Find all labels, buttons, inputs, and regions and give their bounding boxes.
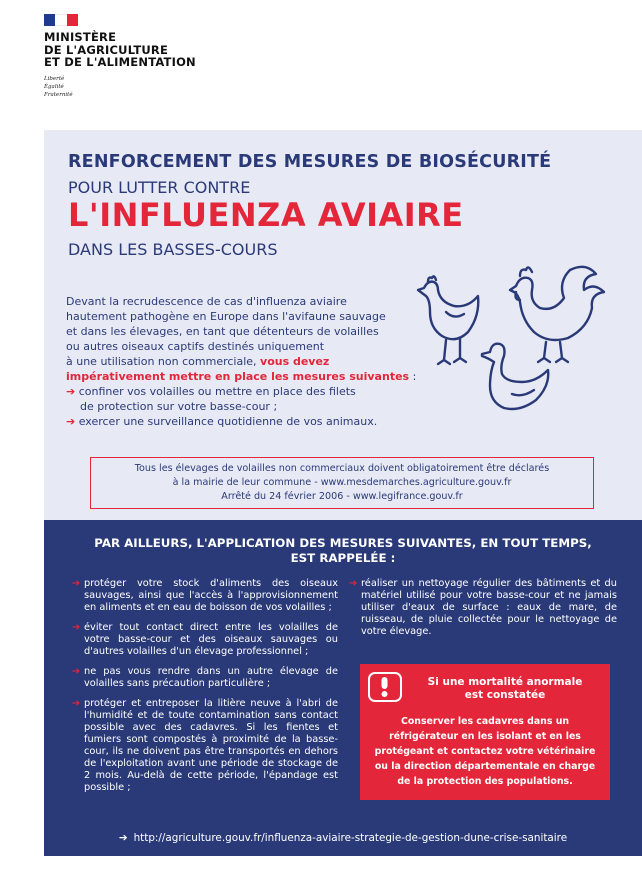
ministry-name (44, 31, 244, 69)
declaration-line: Tous les élevages de volailles non commerciaux doivent obligatoirement être déclarés (134, 463, 550, 474)
arrow-icon: ➔ (72, 698, 81, 709)
arrow-icon: ➔ (72, 666, 81, 677)
main-panel (44, 130, 642, 520)
intro-normal: : (409, 370, 417, 383)
main-title: L'INFLUENZA AVIAIRE (68, 196, 464, 234)
measures-title-line: EST RAPPELÉE : (290, 551, 396, 565)
declaration-notice (90, 457, 594, 509)
list-item (72, 666, 338, 690)
ministry-line: ET DE L'ALIMENTATION (44, 55, 196, 69)
french-flag-icon (44, 14, 78, 26)
arrow-icon: ➔ (72, 578, 81, 589)
ministry-line: MINISTÈRE (44, 30, 117, 44)
footer-link-row (44, 832, 642, 844)
bullet-text: exercer une surveillance quotidienne de vos animaux. (78, 415, 378, 428)
alert-title-line: est constatée (464, 689, 546, 701)
arrow-icon: ➔ (66, 385, 76, 398)
birds-illustration (410, 258, 610, 418)
intro-line (66, 354, 396, 369)
intro-text (66, 294, 417, 429)
intro-line: hautement pathogène en Europe dans l'avifaune sauvage (66, 310, 386, 323)
list-item (72, 622, 338, 658)
measures-section (44, 520, 642, 856)
measures-title-line: PAR AILLEURS, L'APPLICATION DES MESURES SUIVANTES, EN TOUT TEMPS, (94, 536, 592, 550)
list-item (72, 578, 338, 614)
motto-line: Liberté (44, 75, 65, 82)
intro-bullet-continuation: de protection sur votre basse-cour ; (80, 400, 278, 413)
intro-line: Devant la recrudescence de cas d'influenza aviaire (66, 295, 347, 308)
list-item (349, 578, 617, 638)
intro-line: et dans les élevages, en tant que détenteurs de volailles (66, 325, 379, 338)
bullet-text: confiner vos volailles ou mettre en place des filets (78, 385, 356, 398)
motto-line: Fraternité (44, 91, 73, 98)
republic-motto (44, 75, 244, 99)
alert-title-line: Si une mortalité anormale (427, 676, 583, 688)
footer-link[interactable]: http://agriculture.gouv.fr/influenza-aviaire-strategie-de-gestion-dune-crise-sanitaire (133, 832, 568, 844)
intro-emphasis: impérativement mettre en place les mesures suivantes (66, 370, 410, 383)
title-line-1: RENFORCEMENT DES MESURES DE BIOSÉCURITÉ (68, 152, 552, 172)
rooster-icon (510, 267, 604, 362)
title-line-2: POUR LUTTER CONTRE (68, 178, 251, 197)
alert-body: Conserver les cadavres dans un réfrigérateur en les isolant et en les protégeant et contactez votre vétérinaire ou la direction départementale en charge de la protection des populations. (374, 716, 596, 787)
hen-icon (418, 276, 478, 364)
ministry-line: DE L'AGRICULTURE (44, 42, 169, 57)
alert-title (410, 676, 600, 702)
declaration-line: à la mairie de leur commune - www.mesdemarches.agriculture.gouv.fr (172, 477, 512, 488)
intro-bullet (66, 384, 396, 399)
intro-bullet (66, 414, 396, 429)
intro-emphasis: vous devez (260, 355, 330, 368)
list-item-text: protéger votre stock d'aliments des oiseaux sauvages, ainsi que l'accès à l'approvisionnement en aliments et en eau de boisson de vos volailles ; (84, 578, 338, 613)
warning-icon (368, 672, 402, 702)
measures-left-column (72, 578, 338, 802)
ministry-header (44, 14, 244, 114)
arrow-icon: ➔ (349, 578, 358, 589)
duck-icon (482, 344, 548, 409)
list-item-text: ne pas vous rendre dans un autre élevage de volailles sans précaution particulière ; (84, 666, 338, 689)
intro-normal: à une utilisation non commerciale, (66, 355, 261, 368)
arrow-icon: ➔ (118, 832, 128, 844)
list-item-text: réaliser un nettoyage régulier des bâtiments et du matériel utilisé pour votre basse-cour et ne jamais utiliser d'eaux de surface : eaux de mare, de ruisseau, de pluie collectée pour le nettoyage de votre élevage. (361, 578, 617, 637)
measures-right-column (349, 578, 617, 646)
arrow-icon: ➔ (72, 622, 81, 633)
intro-line (66, 369, 417, 384)
motto-line: Égalité (44, 83, 64, 90)
list-item-text: éviter tout contact direct entre les volailles de votre basse-cour et des oiseaux sauvages ou d'autres volailles d'un élevage professionnel ; (84, 622, 338, 657)
measures-title (44, 536, 642, 566)
arrow-icon: ➔ (66, 415, 76, 428)
exclamation-icon (370, 674, 399, 699)
list-item-text: protéger et entreposer la litière neuve à l'abri de l'humidité et de toute contamination sans contact possible avec des cadavres. Si les fientes et fumiers sont compostés à proximité de la basse-cour, ils ne doivent pas être transportés en dehors de l'exploitation avant une période de stockage de 2 mois. Au-delà de cette période, l'épandage est possible ; (84, 698, 338, 793)
intro-line: ou autres oiseaux captifs destinés uniquement (66, 340, 325, 353)
title-line-4: DANS LES BASSES-COURS (68, 240, 278, 259)
mortality-alert-box (360, 664, 610, 800)
declaration-line: Arrêté du 24 février 2006 - www.legifrance.gouv.fr (221, 491, 463, 502)
list-item (72, 698, 338, 794)
